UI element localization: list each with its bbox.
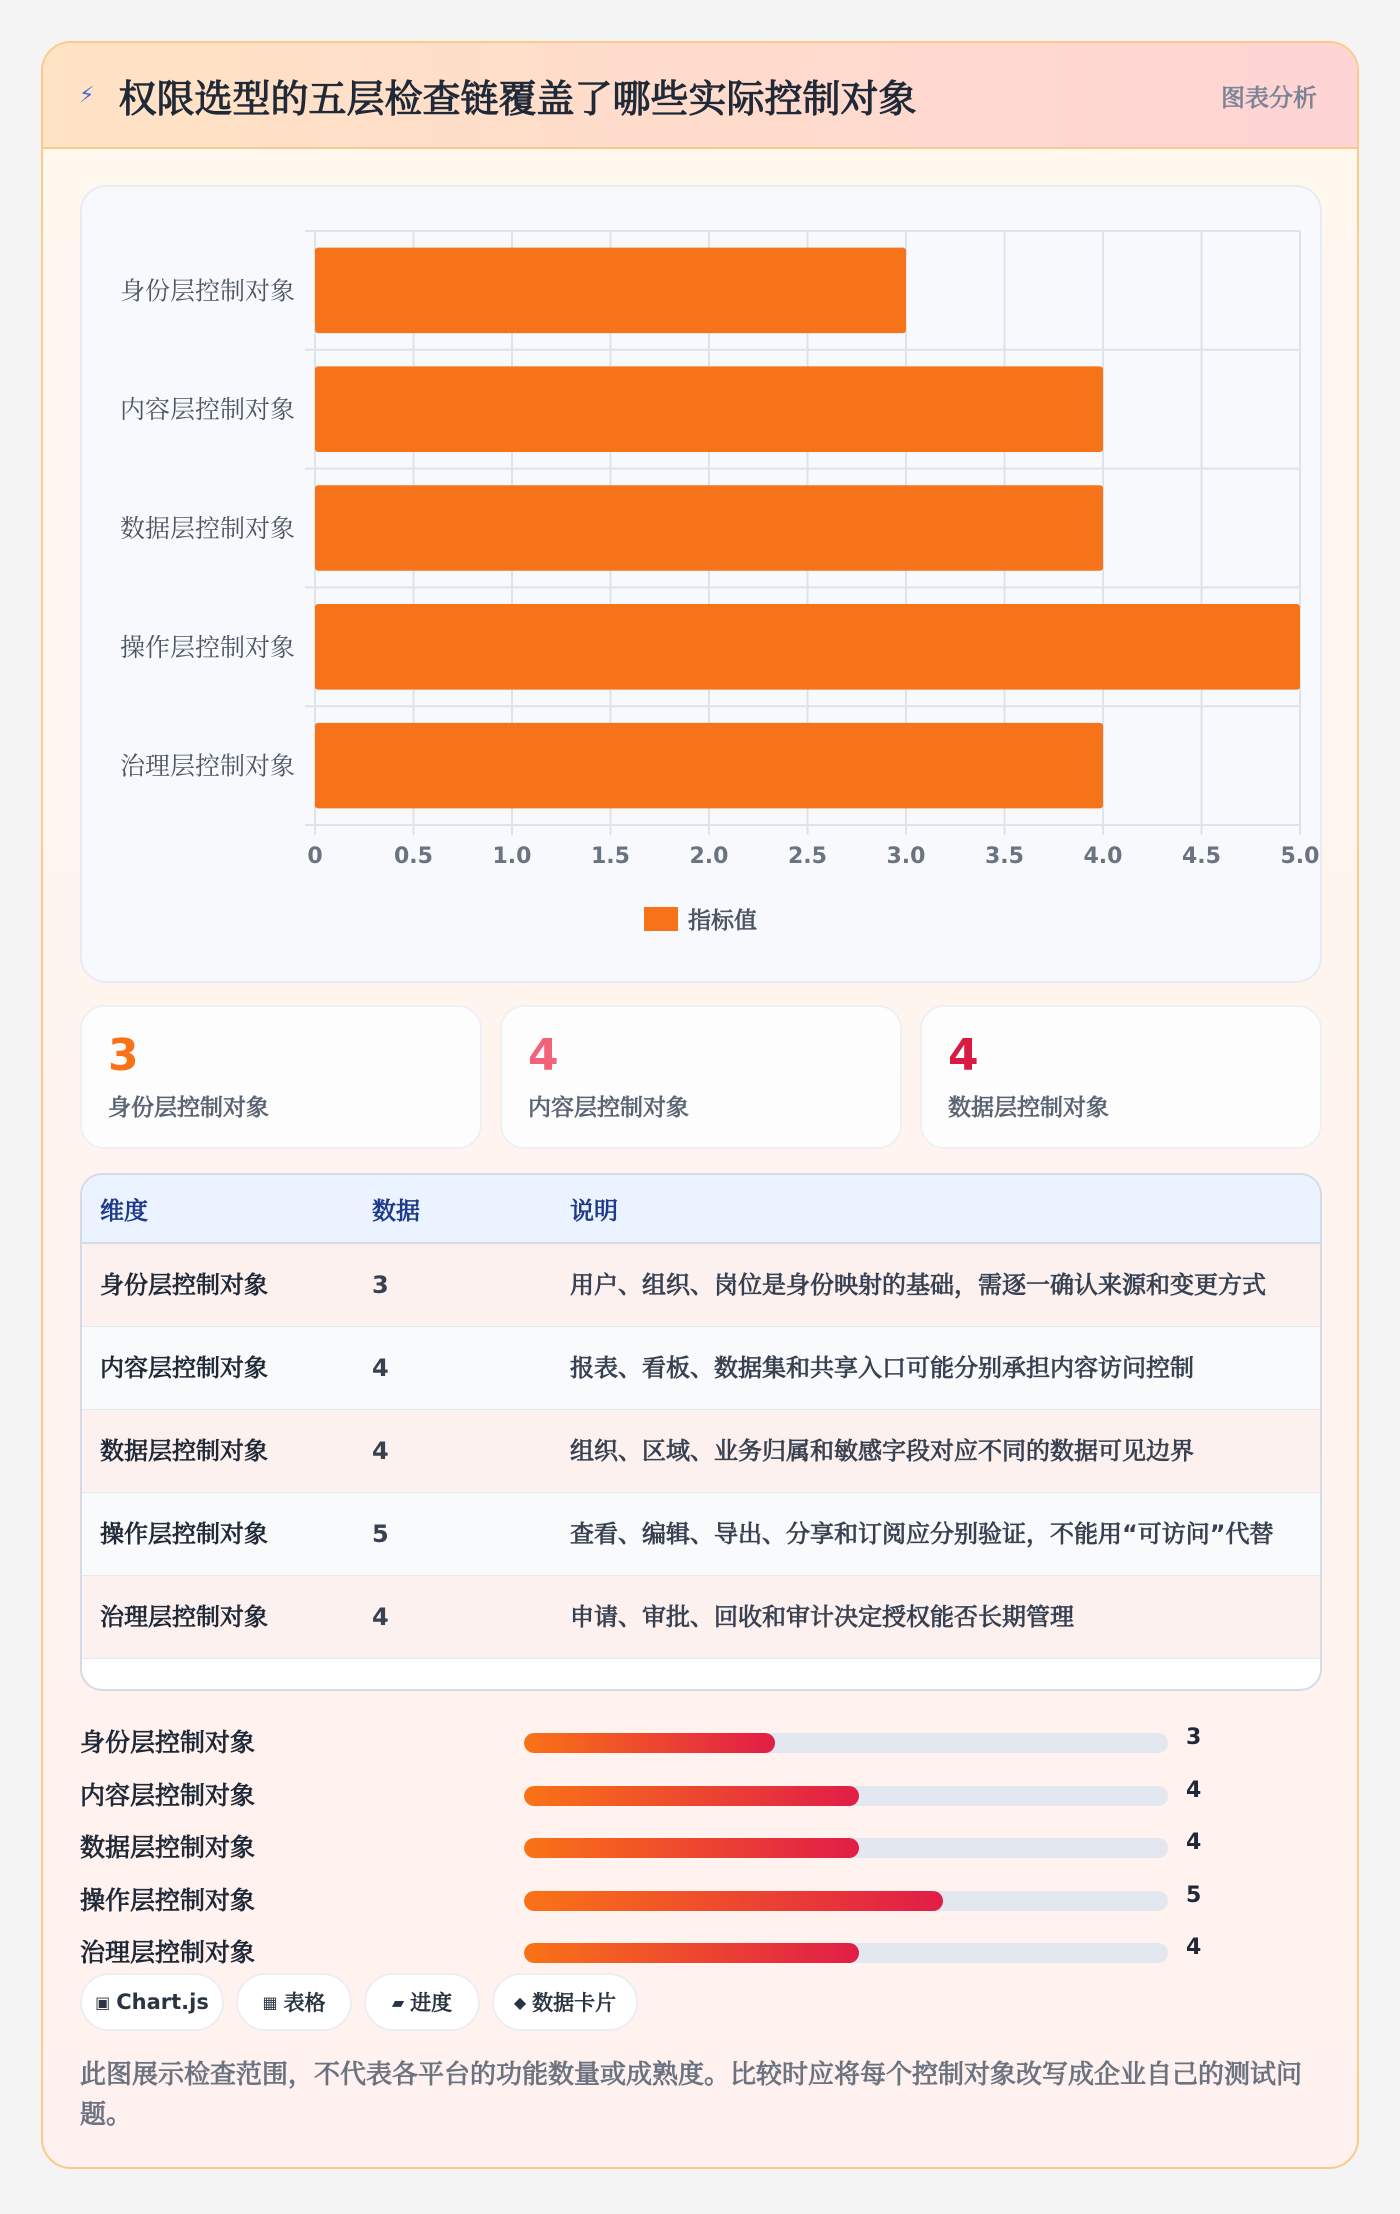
x-tick-label: 4.5 <box>1182 844 1221 869</box>
horizontal-bar-chart <box>82 187 1324 985</box>
column-header-data: 数据 <box>354 1175 552 1243</box>
data-table <box>80 1173 1322 1691</box>
table-row <box>82 1243 1320 1327</box>
bar <box>315 723 1103 809</box>
progress-value: 4 <box>1186 1777 1202 1803</box>
feature-pill[interactable] <box>364 1973 480 2031</box>
x-tick-label: 1.0 <box>492 844 532 869</box>
bar <box>315 248 906 334</box>
stat-label: 身份层控制对象 <box>108 1095 269 1121</box>
x-tick-label: 1.5 <box>591 844 630 869</box>
stat-value: 3 <box>108 1030 139 1081</box>
table-row <box>82 1327 1320 1410</box>
table-row <box>82 1410 1320 1493</box>
pill-label: Chart.js <box>116 1990 209 2014</box>
x-tick-label: 5.0 <box>1280 844 1320 869</box>
progress-track <box>524 1891 1168 1911</box>
x-tick-label: 3.0 <box>886 844 926 869</box>
stat-cards <box>80 1005 1322 1149</box>
progress-row <box>80 1715 1322 1768</box>
y-category-label: 操作层控制对象 <box>119 632 295 662</box>
stat-value: 4 <box>948 1030 979 1081</box>
cell-data: 5 <box>354 1493 552 1576</box>
progress-row <box>80 1873 1322 1926</box>
chart-card <box>41 41 1359 2169</box>
table-row <box>82 1493 1320 1576</box>
progress-fill <box>524 1733 775 1753</box>
cell-description: 报表、看板、数据集和共享入口可能分别承担内容访问控制 <box>552 1327 1320 1410</box>
stat-label: 内容层控制对象 <box>528 1095 689 1121</box>
bolt-icon: ⚡ <box>79 82 95 108</box>
progress-label: 操作层控制对象 <box>80 1885 256 1915</box>
cell-data: 4 <box>354 1410 552 1493</box>
feature-pill[interactable] <box>492 1973 638 2031</box>
progress-track <box>524 1733 1168 1753</box>
table-row <box>82 1576 1320 1659</box>
x-tick-label: 3.5 <box>985 844 1024 869</box>
progress-value: 4 <box>1186 1935 1202 1960</box>
progress-fill <box>524 1838 859 1858</box>
cell-description: 查看、编辑、导出、分享和订阅应分别验证，不能用“可访问”代替 <box>552 1493 1320 1576</box>
legend-swatch <box>644 907 678 931</box>
cell-data: 4 <box>354 1576 552 1659</box>
card-header <box>43 43 1357 149</box>
bar <box>315 604 1300 690</box>
bar-chart-panel <box>80 185 1322 983</box>
x-tick-label: 4.0 <box>1083 844 1123 869</box>
x-tick-label: 0 <box>307 844 323 869</box>
y-category-label: 内容层控制对象 <box>119 395 295 425</box>
pill-icon: ▰ <box>391 1992 405 2012</box>
progress-fill <box>524 1786 859 1806</box>
progress-label: 身份层控制对象 <box>80 1728 256 1757</box>
chart-analysis-tag: 图表分析 <box>1221 83 1317 112</box>
progress-value: 3 <box>1186 1725 1202 1750</box>
progress-row <box>80 1820 1322 1873</box>
progress-value: 4 <box>1186 1830 1202 1855</box>
progress-track <box>524 1943 1168 1963</box>
pill-label: 数据卡片 <box>532 1991 617 2015</box>
cell-dimension: 内容层控制对象 <box>82 1327 354 1410</box>
cell-description: 组织、区域、业务归属和敏感字段对应不同的数据可见边界 <box>552 1410 1320 1493</box>
progress-label: 治理层控制对象 <box>80 1938 256 1967</box>
feature-pill[interactable] <box>236 1973 352 2031</box>
cell-dimension: 治理层控制对象 <box>82 1576 354 1659</box>
progress-label: 数据层控制对象 <box>80 1833 256 1862</box>
progress-fill <box>524 1943 859 1963</box>
table-header-row <box>82 1175 1320 1243</box>
pill-icon: ◆ <box>513 1992 527 2012</box>
legend-label: 指标值 <box>688 908 757 934</box>
pill-label: 进度 <box>410 1991 453 2015</box>
x-tick-label: 0.5 <box>394 844 433 869</box>
progress-track <box>524 1786 1168 1806</box>
x-tick-label: 2.5 <box>788 844 827 869</box>
cell-data: 4 <box>354 1327 552 1410</box>
y-category-label: 治理层控制对象 <box>119 751 295 781</box>
pill-label: 表格 <box>283 1991 326 2015</box>
bar <box>315 485 1103 571</box>
stat-card-data <box>920 1005 1322 1149</box>
progress-list <box>80 1715 1322 1978</box>
feature-pill[interactable] <box>80 1973 224 2031</box>
progress-row <box>80 1925 1322 1978</box>
column-header-dimension: 维度 <box>82 1175 354 1243</box>
cell-description: 用户、组织、岗位是身份映射的基础，需逐一确认来源和变更方式 <box>552 1243 1320 1327</box>
progress-value: 5 <box>1186 1882 1202 1908</box>
bar <box>315 366 1103 452</box>
progress-track <box>524 1838 1168 1858</box>
card-title: 权限选型的五层检查链覆盖了哪些实际控制对象 <box>118 76 917 121</box>
cell-description: 申请、审批、回收和审计决定授权能否长期管理 <box>552 1576 1320 1659</box>
cell-dimension: 身份层控制对象 <box>82 1243 354 1327</box>
progress-fill <box>524 1891 943 1911</box>
stat-label: 数据层控制对象 <box>948 1095 1109 1121</box>
cell-data: 3 <box>354 1243 552 1327</box>
cell-dimension: 操作层控制对象 <box>82 1493 354 1576</box>
y-category-label: 身份层控制对象 <box>119 276 295 306</box>
stat-card-content <box>500 1005 902 1149</box>
progress-label: 内容层控制对象 <box>80 1780 256 1810</box>
footnote: 此图展示检查范围，不代表各平台的功能数量或成熟度。比较时应将每个控制对象改写成企业自己的测试问题。 <box>80 2060 1303 2130</box>
progress-row <box>80 1768 1322 1821</box>
column-header-description: 说明 <box>552 1175 1320 1243</box>
stat-card-identity <box>80 1005 482 1149</box>
pill-icon: ▣ <box>95 1992 111 2012</box>
y-category-label: 数据层控制对象 <box>119 514 295 543</box>
cell-dimension: 数据层控制对象 <box>82 1410 354 1493</box>
x-tick-label: 2.0 <box>689 844 729 869</box>
stat-value: 4 <box>528 1030 559 1081</box>
pill-icon: ▦ <box>262 1992 278 2012</box>
